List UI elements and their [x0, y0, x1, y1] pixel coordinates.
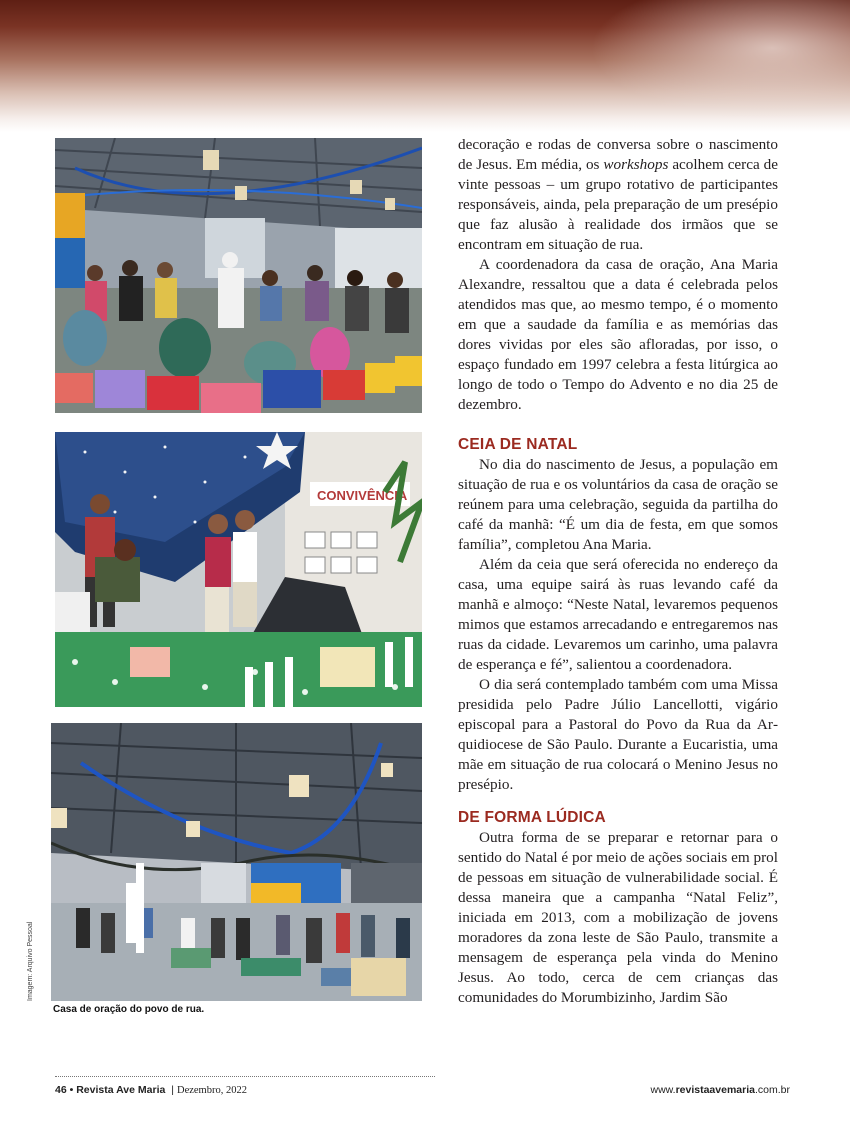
- paragraph-1-rest: acolhem cerca de vinte pessoas – um grupo rotativo de participantes responsáveis, ainda, pela preparação de um presépio que faz alusão à realidade dos irmãos que se encontram em situação de rua.: [458, 156, 778, 253]
- paragraph-6: Outra forma de se preparar e retornar para o sentido do Natal é por meio de ações sociais em prol de pessoas em situação de vulnerabilidade social. É dessa maneira que a campanha “Natal Feliz”, iniciada em 2013, com a mobilização de jovens moradores da zona leste de São Paulo, transmite a mensagem de esperança pela vinda do Menino Jesus. Ao todo, cerca de cem crianças das comunidades do Morumbizinho, Jardim São: [458, 829, 778, 1006]
- website-name: revistaavemaria: [675, 1084, 755, 1096]
- section-heading-ceia-de-natal: CEIA DE NATAL: [458, 436, 578, 453]
- footer-separator: |: [171, 1084, 174, 1096]
- paragraph-1: [458, 135, 778, 255]
- header-decorative-band: [0, 0, 850, 132]
- footer-bullet: •: [69, 1084, 74, 1096]
- paragraph-2: A coordenadora da casa de oração, Ana Maria Alexandre, ressaltou que a data é celebrada pelos atendidos mas que, ao mesmo tempo, é o momento em que a saudade da família e as memórias das dores vividas por eles são afloradas, por isso, o espaço fundado em 1997 celebra a festa litúrgica ao longo de todo o Tempo do Advento e no dia 25 de dezembro.: [458, 256, 778, 413]
- publication-name: Revista Ave Maria: [76, 1084, 166, 1096]
- paragraph-3: No dia do nascimento de Jesus, a população em situação de rua e os voluntários da casa de oração se reúnem para uma celebração, seguida da partilha do café da manhã: “É um dia de festa, em que somos família”, completou Ana Maria.: [458, 456, 778, 553]
- photo-caption: Casa de oração do povo de rua.: [53, 1004, 205, 1015]
- issue-date: Dezembro, 2022: [176, 1085, 247, 1096]
- article-body: [458, 135, 778, 1008]
- paragraph-5: O dia será contemplado também com uma Missa presidida pelo Padre Júlio Lancellotti, vigário episcopal para a Pastoral do Povo da Rua da Arquidiocese de São Paulo. Durante a Eucaristia, uma mãe em situação de rua colocará o Menino Jesus no presépio.: [458, 676, 778, 793]
- footer-page-info: [55, 1084, 247, 1096]
- website-suffix: .com.br: [754, 1084, 790, 1096]
- website-prefix: www.: [650, 1084, 676, 1096]
- photo-hall-tables: [51, 723, 422, 1001]
- paragraph-4: Além da ceia que será oferecida no endereço da casa, uma equipe sairá às ruas levando café da manhã e almoço: “Neste Natal, levaremos pequenos mimos que estamos arrecadando e entregaremos nas ruas da cidade. Levaremos um carinho, uma palavra de esperança e fé”, salientou a coordenadora.: [458, 556, 778, 673]
- footer-website[interactable]: [616, 1084, 790, 1096]
- section-heading-de-forma-ludica: DE FORMA LÚDICA: [458, 809, 606, 826]
- paragraph-1-emphasis: workshops: [603, 156, 669, 173]
- photo2-sign-text: CONVIVÊNCIA: [317, 488, 408, 503]
- footer-divider: [55, 1076, 435, 1077]
- photo-nativity-scene: [55, 432, 422, 707]
- paragraph-1-text: decoração e rodas de conversa sobre o nascimento de Jesus. Em média, os: [458, 136, 778, 173]
- photo-hall-gathering: [55, 138, 422, 413]
- page-number: 46: [55, 1084, 67, 1096]
- photo-credit: Imagem: Arquivo Pessoal: [27, 921, 34, 1001]
